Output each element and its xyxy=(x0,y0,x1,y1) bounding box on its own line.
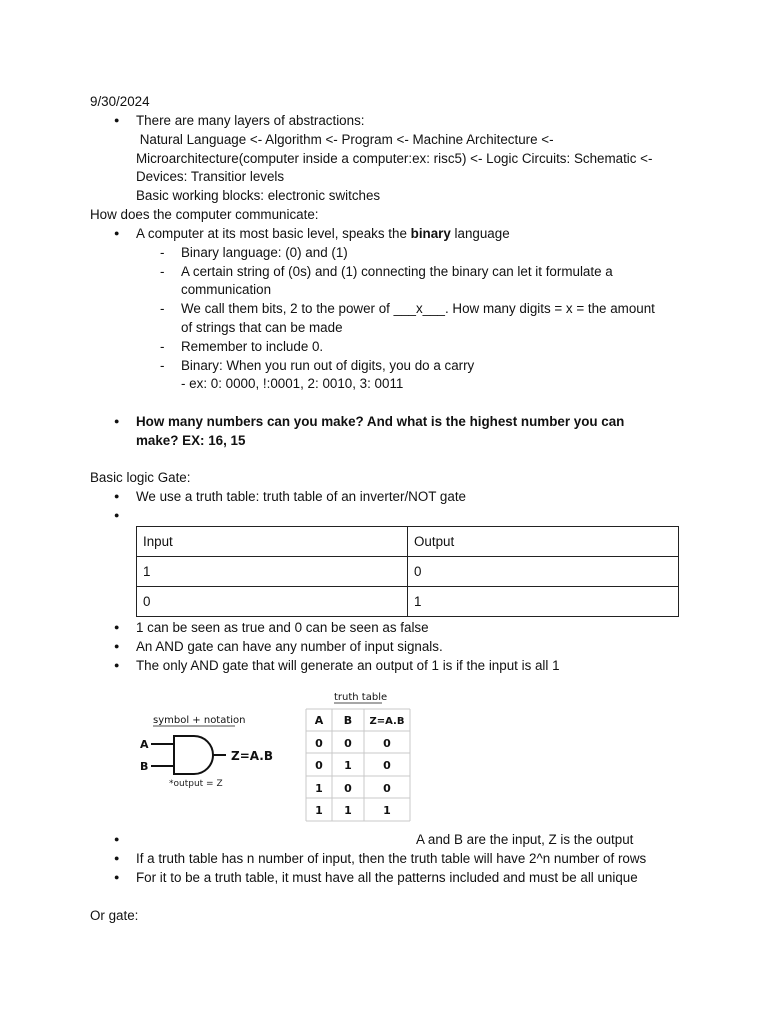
and-output-bullet: ● The only AND gate that will generate an output of 1 is if the input is all 1 xyxy=(136,657,560,674)
output-expression: Z=A.B xyxy=(231,749,273,763)
logic-heading: Basic logic Gate: xyxy=(90,470,191,485)
table-cell: 1 xyxy=(315,804,323,817)
sub-item-include-zero: - Remember to include 0. xyxy=(181,338,323,355)
sub-item-bits: - We call them bits, 2 to the power of ___x___. How many digits = x = the amount xyxy=(181,300,655,317)
table-cell: 0 xyxy=(315,737,323,750)
table-cell: 0 xyxy=(383,737,391,750)
abstractions-line-3: Devices: Transitior levels xyxy=(136,169,285,184)
table-cell: 1 xyxy=(383,804,391,817)
sub-item-string: - A certain string of (0s) and (1) connecting the binary can let it formulate a xyxy=(181,263,613,280)
table-cell: 1 xyxy=(344,804,352,817)
table-cell: 0 xyxy=(408,557,679,587)
sub-item-carry-example: - ex: 0: 0000, !:0001, 2: 0010, 3: 0011 xyxy=(181,376,404,391)
table-cell: 1 xyxy=(344,759,352,772)
question-bullet: ● How many numbers can you make? And what is the highest number you can xyxy=(136,413,624,430)
table-cell: 0 xyxy=(344,782,352,795)
binary-bullet-post: language xyxy=(450,226,510,241)
unique-bullet: ● For it to be a truth table, it must have all the patterns included and must be all unique xyxy=(136,869,638,886)
question-bullet-cont: make? EX: 16, 15 xyxy=(136,433,246,448)
true-false-bullet: ● 1 can be seen as true and 0 can be seen as false xyxy=(136,619,429,636)
input-b-label: B xyxy=(140,760,149,773)
date: 9/30/2024 xyxy=(90,94,150,109)
binary-bullet-pre: A computer at its most basic level, speaks the xyxy=(136,226,411,241)
table-header-b: B xyxy=(343,714,353,727)
table-row xyxy=(137,557,679,587)
abstractions-bullet: ● There are many layers of abstractions: xyxy=(136,112,364,129)
table-cell: 1 xyxy=(137,557,408,587)
truth-table-bullet: ● We use a truth table: truth table of an inverter/NOT gate xyxy=(136,488,466,505)
sub-item-binary-language: - Binary language: (0) and (1) xyxy=(181,244,348,261)
sub-item-bits-cont: of strings that can be made xyxy=(181,320,343,335)
and-gate-truth-table-figure xyxy=(300,688,415,824)
table-header-z: Z=A.B xyxy=(369,716,405,727)
table-header-a: A xyxy=(314,714,324,727)
sub-item-carry: - Binary: When you run out of digits, you do a carry xyxy=(181,357,474,374)
symbol-title: symbol + notation xyxy=(153,715,246,726)
input-a-label: A xyxy=(140,738,149,751)
binary-bullet-bold: binary xyxy=(410,226,451,241)
table-cell: 0 xyxy=(344,737,352,750)
and-gate-symbol-figure xyxy=(136,705,286,800)
table-cell: 1 xyxy=(315,782,323,795)
table-cell: 0 xyxy=(315,759,323,772)
sub-item-string-cont: communication xyxy=(181,282,272,297)
inputs-output-caption: A and B are the input, Z is the output xyxy=(416,832,634,847)
output-note: *output = Z xyxy=(169,779,223,789)
truth-table-title: truth table xyxy=(334,692,388,703)
binary-language-bullet xyxy=(136,225,510,242)
table-cell: 0 xyxy=(383,782,391,795)
table-row xyxy=(137,527,679,557)
and-gate-shape xyxy=(174,736,213,774)
communicate-heading: How does the computer communicate: xyxy=(90,207,319,222)
table-cell: 0 xyxy=(137,587,408,617)
table-cell: 0 xyxy=(383,759,391,772)
table-row xyxy=(137,587,679,617)
table-cell: 1 xyxy=(408,587,679,617)
or-gate-heading: Or gate: xyxy=(90,908,139,923)
table-header-output: Output xyxy=(408,527,679,557)
abstractions-line-1: Natural Language <- Algorithm <- Program <- Machine Architecture <- xyxy=(136,132,554,147)
table-header-input: Input xyxy=(137,527,408,557)
not-gate-truth-table xyxy=(136,526,679,617)
abstractions-line-2: Microarchitecture(computer inside a computer:ex: risc5) <- Logic Circuits: Schematic <- xyxy=(136,151,653,166)
rows-bullet: ● If a truth table has n number of input, then the truth table will have 2^n number of rows xyxy=(136,850,646,867)
and-inputs-bullet: ● An AND gate can have any number of input signals. xyxy=(136,638,443,655)
abstractions-line-4: Basic working blocks: electronic switches xyxy=(136,188,381,203)
